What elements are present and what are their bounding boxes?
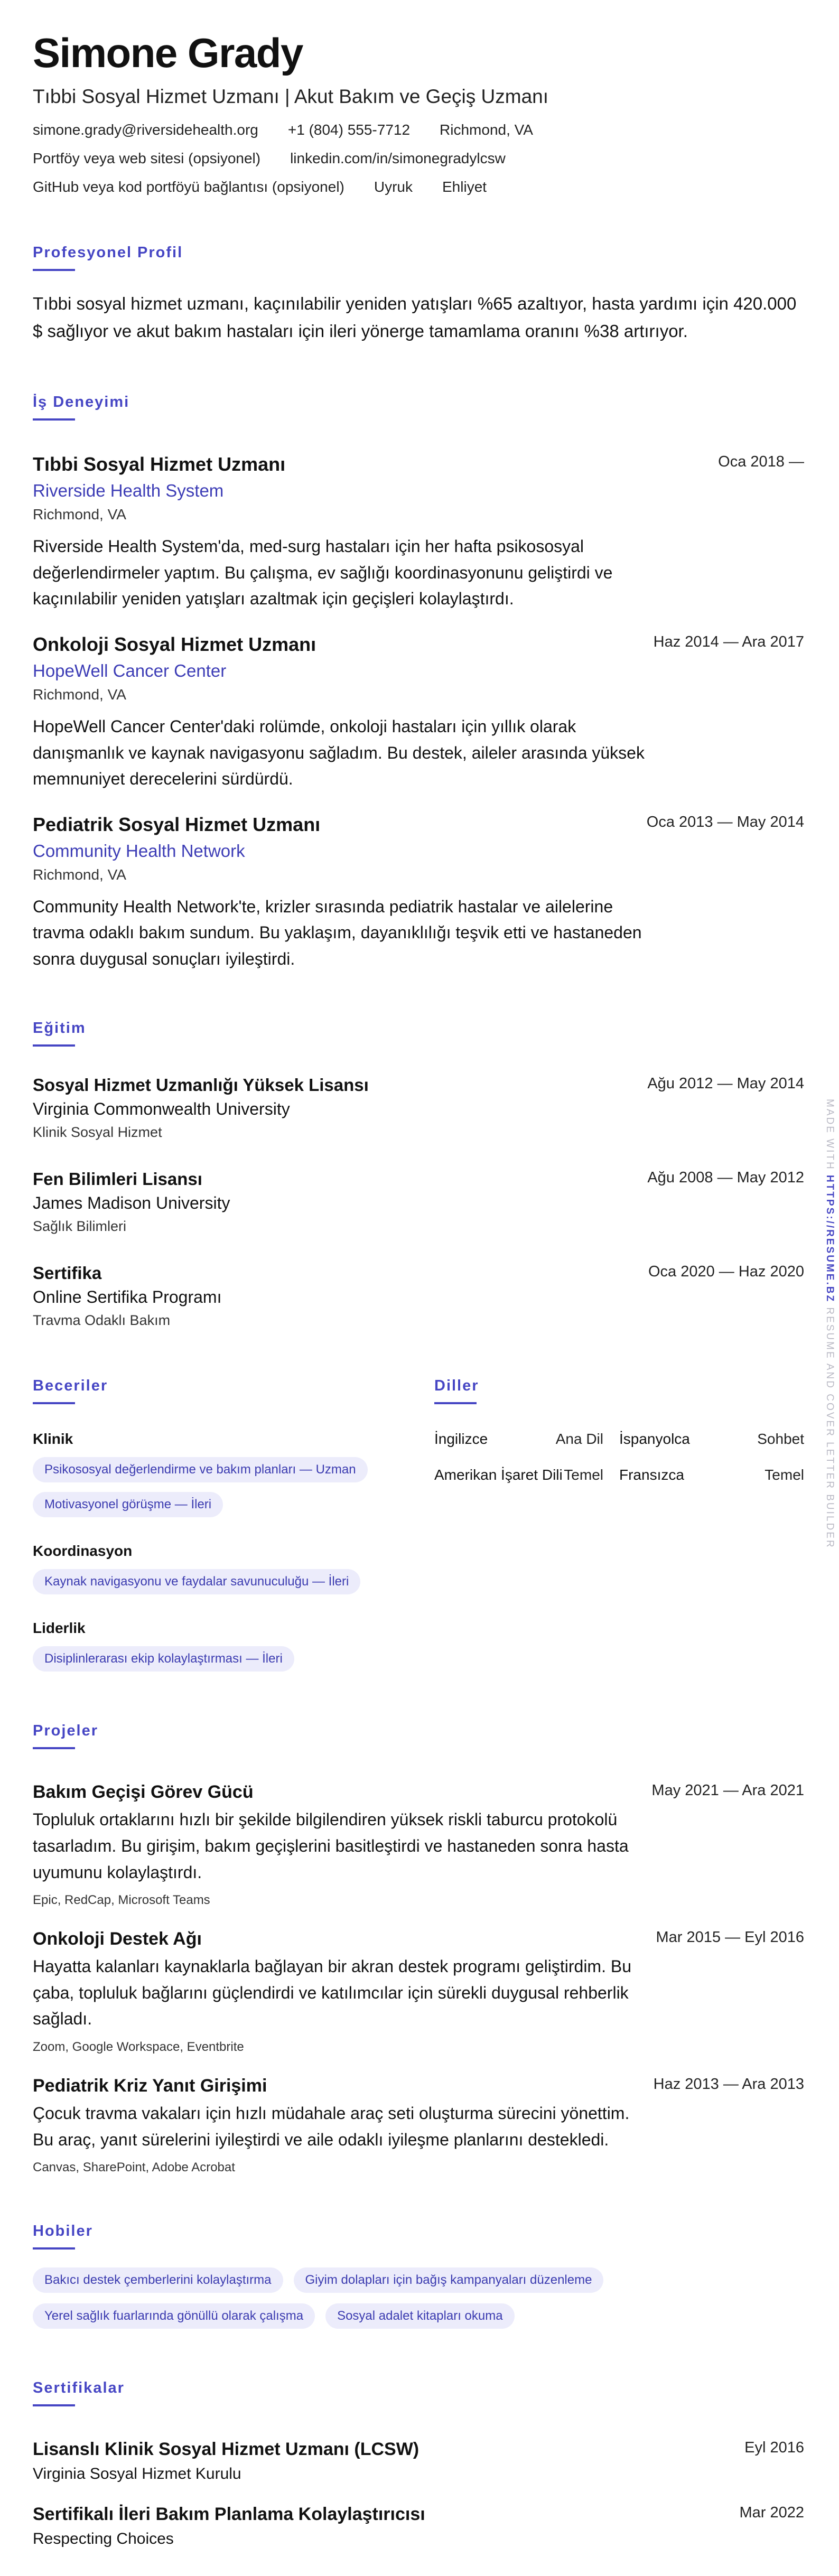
section-title-experience: İş Deneyimi [33, 394, 130, 411]
project-tech: Epic, RedCap, Microsoft Teams [33, 1893, 210, 1908]
experience-role: Onkoloji Sosyal Hizmet Uzmanı [33, 633, 316, 655]
section-rule [33, 1747, 75, 1749]
experience-org: HopeWell Cancer Center [33, 660, 227, 680]
skill-chip: Motivasyonel görüşme — İleri [33, 1492, 223, 1517]
skill-group [33, 1543, 434, 1594]
project-name: Pediatrik Kriz Yanıt Girişimi [33, 2076, 267, 2096]
project-tech: Zoom, Google Workspace, Eventbrite [33, 2040, 244, 2055]
language-item [434, 1431, 619, 1448]
section-rule [33, 2404, 75, 2406]
projects-section [33, 1722, 804, 2175]
watermark-link[interactable]: HTTPS://RESUME.BZ [824, 1175, 835, 1303]
section-title-certifications: Sertifikalar [33, 2379, 125, 2397]
education-degree: Sertifika [33, 1263, 102, 1283]
skill-chip: Disiplinlerarası ekip kolaylaştırması — İleri [33, 1646, 294, 1672]
hobby-chip: Bakıcı destek çemberlerini kolaylaştırma [33, 2267, 283, 2293]
project-description: Topluluk ortaklarını hızlı bir şekilde bilgilendiren yüksek riskli taburcu protokolü tasarladım. Bu girişim, bakım geçişlerini basitleştirdi ve hastaneden sonra hasta uyumunu kolaylaştırdı. [33, 1810, 629, 1882]
language-item [619, 1467, 804, 1483]
certification-name: Sertifikalı İleri Bakım Planlama Kolaylaştırıcısı [33, 2504, 425, 2525]
education-degree: Fen Bilimleri Lisansı [33, 1169, 202, 1189]
project-date: Mar 2015 — Eyl 2016 [656, 1929, 804, 1946]
section-rule [33, 1044, 75, 1047]
skill-group-name: Koordinasyon [33, 1543, 133, 1560]
section-rule [434, 1402, 477, 1404]
skill-group-name: Liderlik [33, 1620, 86, 1637]
certification-issuer: Virginia Sosyal Hizmet Kurulu [33, 2465, 241, 2483]
education-field: Klinik Sosyal Hizmet [33, 1124, 162, 1141]
certification-date: Eyl 2016 [744, 2439, 804, 2457]
education-section [33, 1020, 804, 1329]
certification-entry [33, 2439, 804, 2483]
contact-location: Richmond, VA [440, 121, 533, 138]
contact-nationality: Uyruk [374, 178, 413, 195]
skill-chips [33, 1569, 413, 1594]
contact-portfolio[interactable]: Portföy veya web sitesi (opsiyonel) [33, 150, 261, 166]
project-entry [33, 1782, 804, 1908]
education-entry [33, 1263, 804, 1329]
resume-bz-watermark [823, 1099, 836, 1549]
resume-page [33, 32, 804, 2548]
section-rule [33, 269, 75, 271]
section-rule [33, 1402, 75, 1404]
education-entry [33, 1075, 804, 1141]
section-title-hobbies: Hobiler [33, 2223, 93, 2240]
experience-date: Haz 2014 — Ara 2017 [653, 633, 804, 650]
language-level: Sohbet [757, 1431, 804, 1448]
project-entry [33, 2076, 804, 2175]
language-list [434, 1431, 804, 1483]
certification-date: Mar 2022 [739, 2504, 804, 2522]
watermark-prefix: MADE WITH [824, 1099, 835, 1171]
language-name: Fransızca [619, 1467, 684, 1483]
experience-role: Tıbbi Sosyal Hizmet Uzmanı [33, 453, 286, 475]
language-level: Temel [765, 1467, 804, 1483]
language-level: Ana Dil [555, 1431, 603, 1448]
section-rule [33, 418, 75, 421]
experience-role: Pediatrik Sosyal Hizmet Uzmanı [33, 813, 321, 835]
hobby-chip: Sosyal adalet kitapları okuma [325, 2303, 515, 2329]
languages-section [434, 1377, 804, 1672]
certification-entry [33, 2504, 804, 2548]
experience-date: Oca 2018 — [718, 453, 804, 471]
profile-summary: Tıbbi sosyal hizmet uzmanı, kaçınılabilir yeniden yatışları %65 azaltıyor, hasta yardımı için 420.000 $ sağlıyor ve akut bakım hastaları için ileri yönerge tamamlama oranını %38 artırıyor. [33, 293, 797, 341]
section-title-education: Eğitim [33, 1020, 86, 1037]
profile-section [33, 244, 804, 345]
education-school: Online Sertifika Programı [33, 1287, 222, 1307]
language-name: Amerikan İşaret Dili [434, 1467, 563, 1483]
section-title-projects: Projeler [33, 1722, 98, 1740]
experience-entry [33, 633, 804, 792]
experience-location: Richmond, VA [33, 686, 126, 703]
skill-chips [33, 1646, 413, 1672]
hobby-chip: Giyim dolapları için bağış kampanyaları düzenleme [294, 2267, 604, 2293]
certifications-section [33, 2379, 804, 2548]
language-level: Temel [564, 1467, 603, 1483]
language-item [434, 1467, 619, 1483]
hobby-chips [33, 2267, 667, 2329]
experience-location: Richmond, VA [33, 866, 126, 883]
project-description: Çocuk travma vakaları için hızlı müdahale araç seti oluşturma sürecini yönettim. Bu araç, yanıt sürelerini iyileştirdi ve aile odaklı iyileşme planlarını destekledi. [33, 2104, 630, 2149]
contact-linkedin[interactable]: linkedin.com/in/simonegradylcsw [290, 150, 506, 166]
experience-description: HopeWell Cancer Center'daki rolümde, onkoloji hastaları için yıllık olarak danışmanlık ve kaynak navigasyonu sağladım. Bu destek, aileler arasında yüksek memnuniyet derecelerini sürdürdü. [33, 716, 645, 789]
contact-email[interactable]: simone.grady@riversidehealth.org [33, 121, 258, 138]
experience-entry [33, 453, 804, 612]
education-school: James Madison University [33, 1193, 230, 1213]
candidate-headline: Tıbbi Sosyal Hizmet Uzmanı | Akut Bakım ve Geçiş Uzmanı [33, 85, 549, 107]
experience-date: Oca 2013 — May 2014 [646, 813, 804, 830]
certification-issuer: Respecting Choices [33, 2530, 174, 2548]
contact-github[interactable]: GitHub veya kod portföyü bağlantısı (opsiyonel) [33, 178, 344, 195]
section-title-profile: Profesyonel Profil [33, 244, 183, 261]
language-name: İngilizce [434, 1431, 488, 1448]
experience-entry [33, 814, 804, 973]
education-date: Ağu 2008 — May 2012 [647, 1169, 804, 1187]
education-degree: Sosyal Hizmet Uzmanlığı Yüksek Lisansı [33, 1075, 369, 1095]
experience-description: Community Health Network'te, krizler sırasında pediatrik hastalar ve ailelerine travma odaklı bakım sundum. Bu yaklaşım, dayanıklılığı teşvik etti ve hastaneden sonra duygusal sonuçları iyileştirdi. [33, 897, 642, 968]
skill-chips [33, 1457, 413, 1517]
experience-location: Richmond, VA [33, 506, 126, 523]
experience-org: Community Health Network [33, 841, 245, 861]
project-description: Hayatta kalanları kaynaklarla bağlayan bir akran destek programı geliştirdim. Bu çaba, topluluk bağlarını güçlendirdi ve katılımcılar için sürekli duygusal rehberlik sağladı. [33, 1957, 631, 2029]
certification-name: Lisanslı Klinik Sosyal Hizmet Uzmanı (LCSW) [33, 2439, 420, 2460]
contact-row-3 [33, 179, 804, 195]
education-entry [33, 1169, 804, 1235]
education-field: Sağlık Bilimleri [33, 1218, 127, 1235]
experience-org: Riverside Health System [33, 481, 224, 501]
skills-languages-row [33, 1377, 804, 1672]
section-title-skills: Beceriler [33, 1377, 108, 1395]
contact-license: Ehliyet [442, 178, 487, 195]
hobby-chip: Yerel sağlık fuarlarında gönüllü olarak çalışma [33, 2303, 315, 2329]
skill-chip: Kaynak navigasyonu ve faydalar savunuculuğu — İleri [33, 1569, 360, 1594]
education-date: Oca 2020 — Haz 2020 [648, 1263, 804, 1281]
experience-section [33, 394, 804, 972]
skill-group [33, 1431, 434, 1517]
language-name: İspanyolca [619, 1431, 690, 1448]
section-title-languages: Diller [434, 1377, 479, 1395]
hobbies-section [33, 2223, 804, 2329]
contact-row-2 [33, 150, 804, 167]
project-tech: Canvas, SharePoint, Adobe Acrobat [33, 2160, 235, 2175]
education-school: Virginia Commonwealth University [33, 1099, 290, 1119]
project-date: May 2021 — Ara 2021 [651, 1782, 804, 1799]
education-field: Travma Odaklı Bakım [33, 1312, 171, 1329]
project-entry [33, 1929, 804, 2055]
candidate-name: Simone Grady [33, 30, 303, 76]
skill-group [33, 1620, 434, 1672]
education-date: Ağu 2012 — May 2014 [647, 1075, 804, 1093]
section-rule [33, 2247, 75, 2250]
project-name: Onkoloji Destek Ağı [33, 1929, 202, 1949]
language-item [619, 1431, 804, 1448]
project-name: Bakım Geçişi Görev Gücü [33, 1782, 254, 1803]
skill-chip: Psikososyal değerlendirme ve bakım planları — Uzman [33, 1457, 368, 1482]
watermark-suffix: RESUME AND COVER LETTER BUILDER [824, 1307, 835, 1549]
contact-phone[interactable]: +1 (804) 555-7712 [287, 121, 411, 138]
skill-group-name: Klinik [33, 1431, 73, 1448]
skills-section [33, 1377, 434, 1672]
project-date: Haz 2013 — Ara 2013 [653, 2076, 804, 2093]
resume-header [33, 32, 804, 195]
experience-description: Riverside Health System'da, med-surg hastaları için her hafta psikososyal değerlendirmeler yaptım. Bu çalışma, ev sağlığı koordinasyonunu geliştirdi ve kaçınılabilir yeniden yatışları azaltmak için geçişleri kolaylaştırdı. [33, 537, 613, 609]
contact-row-1 [33, 122, 804, 138]
